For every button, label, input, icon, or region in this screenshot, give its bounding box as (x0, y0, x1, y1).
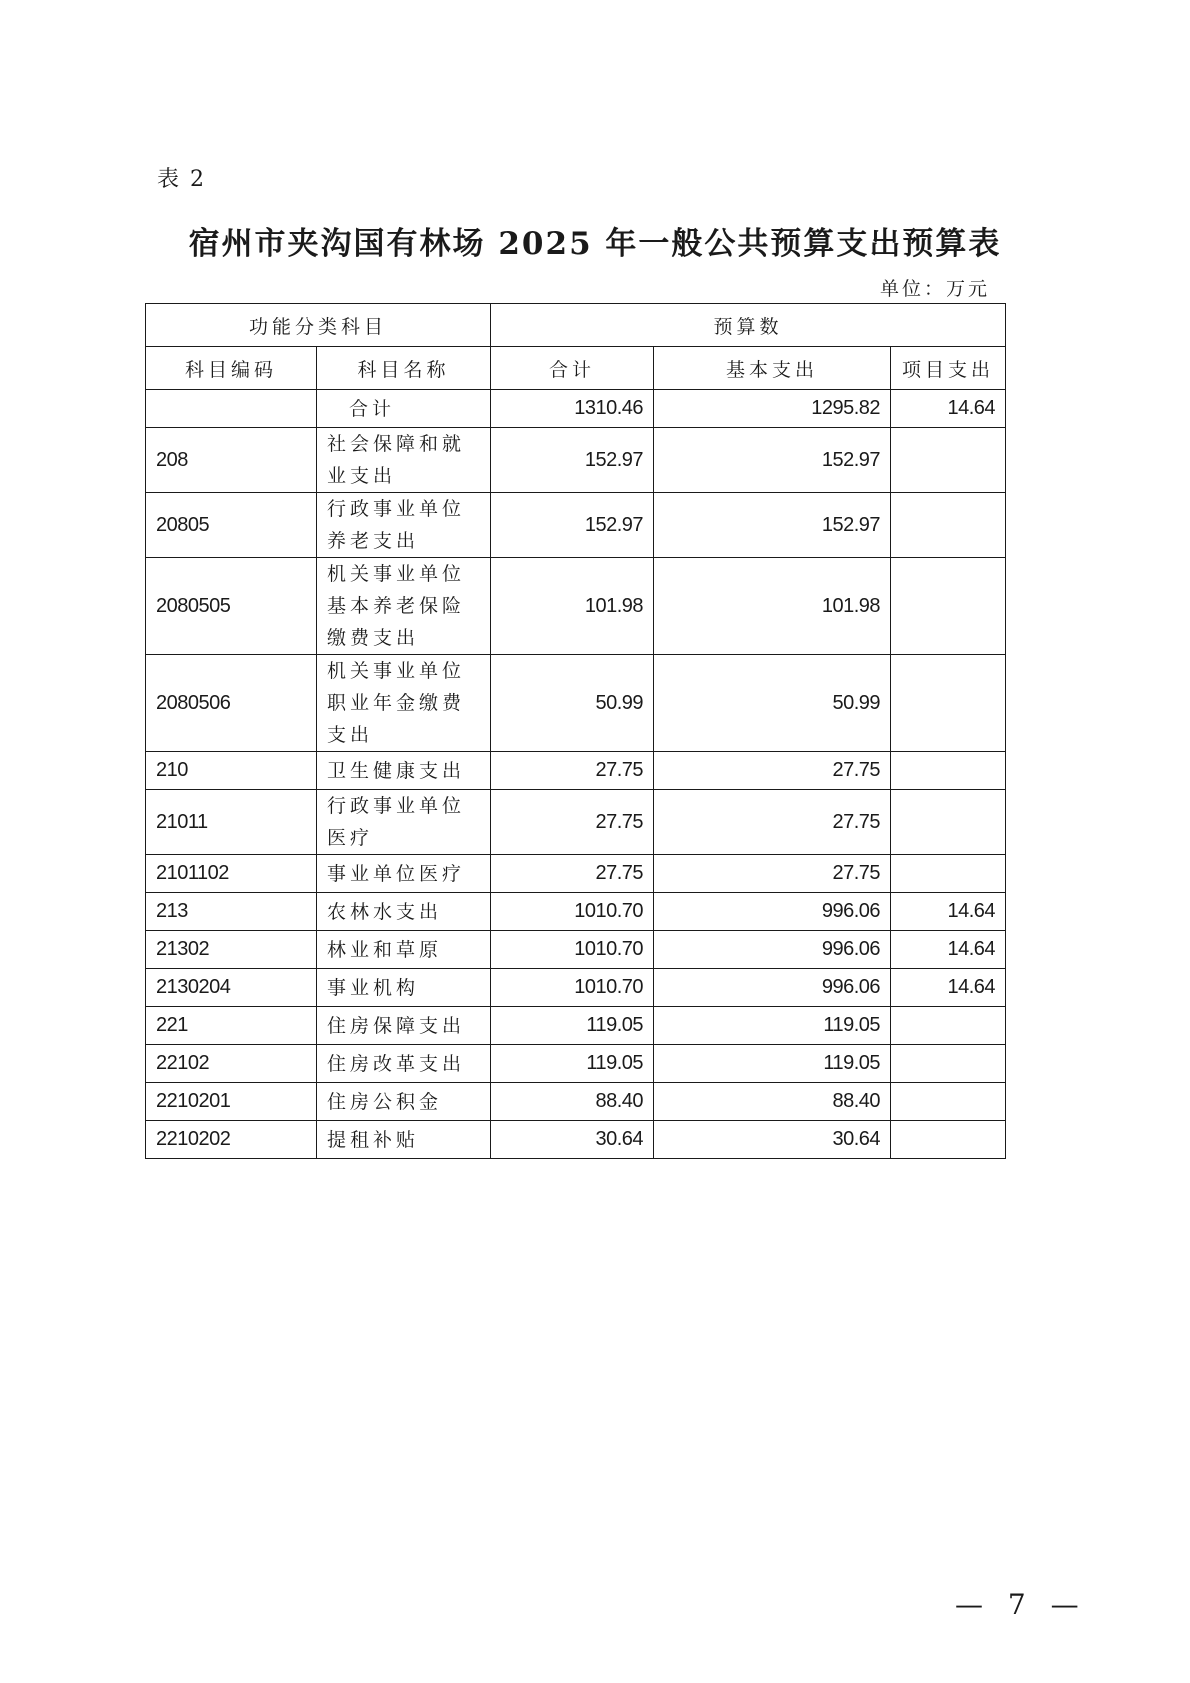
cell-project (891, 1121, 1006, 1159)
cell-code: 2210202 (146, 1121, 317, 1159)
cell-total: 1010.70 (491, 931, 654, 969)
cell-basic: 27.75 (654, 790, 891, 855)
table-row (146, 855, 1006, 893)
cell-name: 林业和草原 (317, 931, 491, 969)
cell-basic: 996.06 (654, 931, 891, 969)
table-row (146, 558, 1006, 655)
cell-total: 30.64 (491, 1121, 654, 1159)
cell-project (891, 790, 1006, 855)
cell-code (146, 390, 317, 428)
cell-basic: 119.05 (654, 1045, 891, 1083)
table-row (146, 655, 1006, 752)
cell-project (891, 855, 1006, 893)
table-row (146, 428, 1006, 493)
cell-basic: 119.05 (654, 1007, 891, 1045)
cell-code: 21011 (146, 790, 317, 855)
cell-code: 2210201 (146, 1083, 317, 1121)
cell-code: 21302 (146, 931, 317, 969)
cell-project: 14.64 (891, 893, 1006, 931)
cell-name: 机关事业单位基本养老保险缴费支出 (317, 558, 491, 655)
table-row-total (146, 390, 1006, 428)
cell-total: 152.97 (491, 428, 654, 493)
cell-name: 住房改革支出 (317, 1045, 491, 1083)
cell-total: 50.99 (491, 655, 654, 752)
functional-classification-header: 功能分类科目 (146, 304, 491, 347)
cell-code: 210 (146, 752, 317, 790)
cell-project: 14.64 (891, 390, 1006, 428)
column-header-total: 合计 (491, 347, 654, 390)
cell-total: 1010.70 (491, 893, 654, 931)
table-row (146, 1007, 1006, 1045)
table-row (146, 893, 1006, 931)
cell-total: 152.97 (491, 493, 654, 558)
cell-basic: 30.64 (654, 1121, 891, 1159)
column-header-name: 科目名称 (317, 347, 491, 390)
cell-project: 14.64 (891, 931, 1006, 969)
cell-basic: 152.97 (654, 493, 891, 558)
cell-project (891, 558, 1006, 655)
cell-basic: 996.06 (654, 969, 891, 1007)
cell-project (891, 1007, 1006, 1045)
cell-basic: 101.98 (654, 558, 891, 655)
column-header-project: 项目支出 (891, 347, 1006, 390)
cell-project (891, 428, 1006, 493)
group-header-row (146, 304, 1006, 347)
column-header-row (146, 347, 1006, 390)
table-row (146, 790, 1006, 855)
cell-total: 1310.46 (491, 390, 654, 428)
cell-code: 2101102 (146, 855, 317, 893)
cell-total: 27.75 (491, 790, 654, 855)
cell-name: 机关事业单位职业年金缴费支出 (317, 655, 491, 752)
table-label: 表 2 (157, 167, 206, 192)
cell-name: 行政事业单位医疗 (317, 790, 491, 855)
cell-name: 卫生健康支出 (317, 752, 491, 790)
cell-project (891, 1083, 1006, 1121)
cell-basic: 27.75 (654, 752, 891, 790)
table-row (146, 1045, 1006, 1083)
cell-name: 社会保障和就业支出 (317, 428, 491, 493)
cell-project: 14.64 (891, 969, 1006, 1007)
cell-name: 提租补贴 (317, 1121, 491, 1159)
cell-code: 20805 (146, 493, 317, 558)
cell-total: 101.98 (491, 558, 654, 655)
cell-project (891, 493, 1006, 558)
cell-name: 事业单位医疗 (317, 855, 491, 893)
table-row (146, 752, 1006, 790)
cell-total: 119.05 (491, 1007, 654, 1045)
table-row (146, 1083, 1006, 1121)
document-title: 宿州市夹沟国有林场 2025 年一般公共预算支出预算表 (188, 226, 1002, 262)
cell-basic: 50.99 (654, 655, 891, 752)
cell-basic: 996.06 (654, 893, 891, 931)
table-row (146, 931, 1006, 969)
cell-total: 27.75 (491, 752, 654, 790)
column-header-code: 科目编码 (146, 347, 317, 390)
cell-total: 119.05 (491, 1045, 654, 1083)
cell-basic: 152.97 (654, 428, 891, 493)
budget-table (145, 303, 1006, 1159)
cell-project (891, 752, 1006, 790)
cell-name: 农林水支出 (317, 893, 491, 931)
cell-code: 208 (146, 428, 317, 493)
cell-basic: 88.40 (654, 1083, 891, 1121)
cell-basic: 27.75 (654, 855, 891, 893)
cell-project (891, 655, 1006, 752)
cell-project (891, 1045, 1006, 1083)
cell-name: 行政事业单位养老支出 (317, 493, 491, 558)
page-number: — 7 — (955, 1588, 1087, 1621)
cell-total: 27.75 (491, 855, 654, 893)
table-row (146, 1121, 1006, 1159)
table-row (146, 493, 1006, 558)
cell-code: 2130204 (146, 969, 317, 1007)
cell-code: 2080506 (146, 655, 317, 752)
cell-basic: 1295.82 (654, 390, 891, 428)
cell-name: 住房保障支出 (317, 1007, 491, 1045)
cell-total: 88.40 (491, 1083, 654, 1121)
column-header-basic: 基本支出 (654, 347, 891, 390)
cell-code: 213 (146, 893, 317, 931)
budget-amount-header: 预算数 (491, 304, 1006, 347)
cell-name: 事业机构 (317, 969, 491, 1007)
cell-name: 合计 (317, 390, 491, 428)
cell-code: 2080505 (146, 558, 317, 655)
table-row (146, 969, 1006, 1007)
cell-code: 221 (146, 1007, 317, 1045)
cell-code: 22102 (146, 1045, 317, 1083)
cell-total: 1010.70 (491, 969, 654, 1007)
cell-name: 住房公积金 (317, 1083, 491, 1121)
unit-label: 单位：万元 (879, 278, 990, 300)
